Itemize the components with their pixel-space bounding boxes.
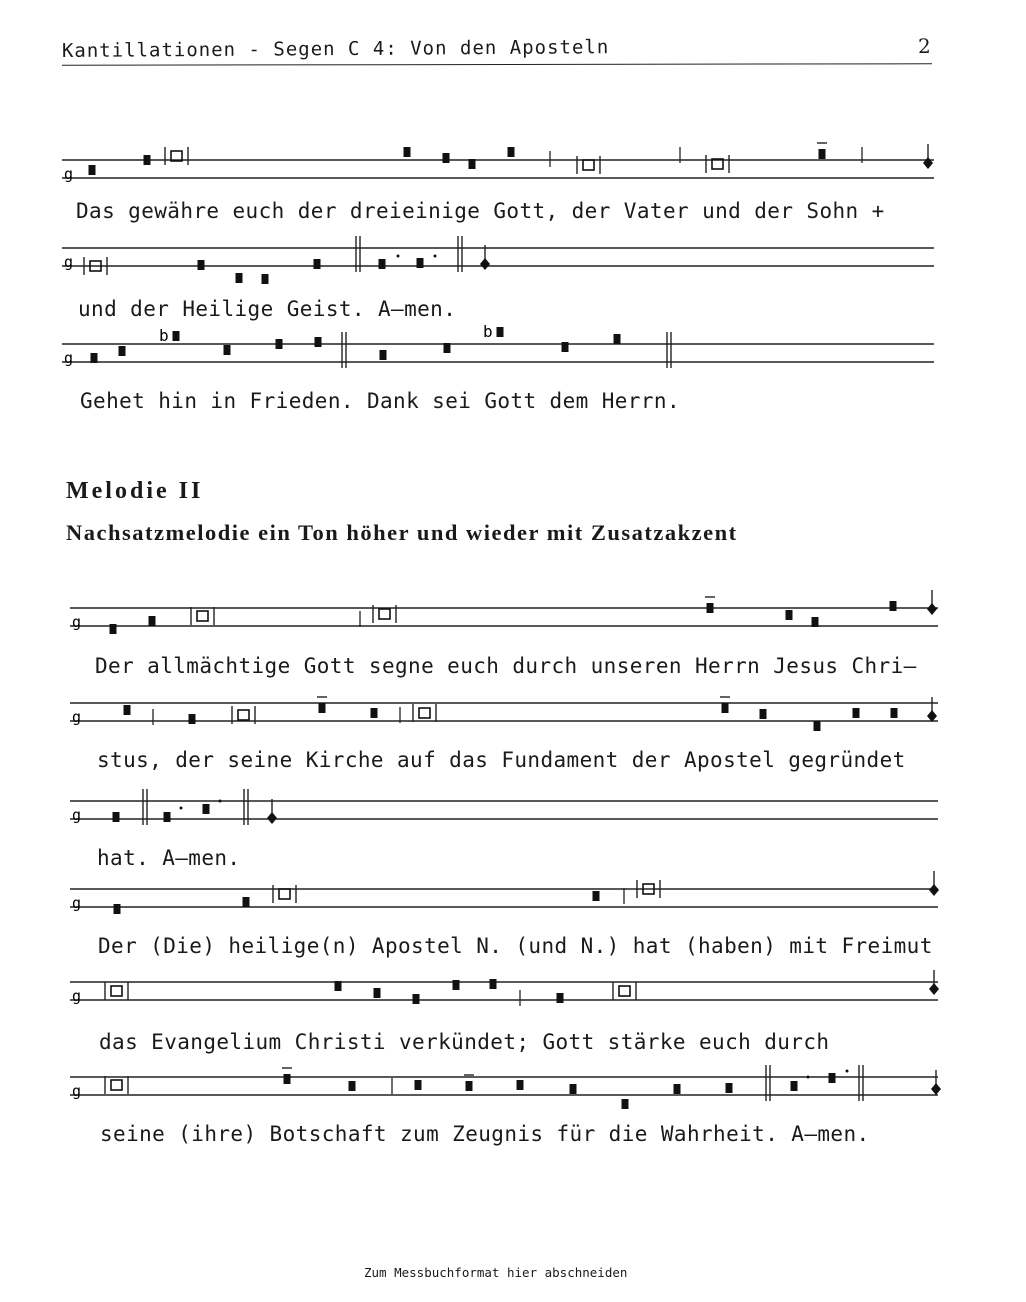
- cut-here-note: Zum Messbuchformat hier abschneiden: [364, 1265, 628, 1280]
- staff-line: [0, 584, 1026, 654]
- lyric-line: das Evangelium Christi verkündet; Gott stärke euch durch: [99, 1030, 830, 1054]
- note-square: [674, 1084, 681, 1094]
- mora-dot: [434, 255, 437, 258]
- page-number: 2: [918, 34, 931, 58]
- note-square: [443, 153, 450, 163]
- note-square: [814, 721, 821, 731]
- note-square: [89, 165, 96, 175]
- note-square: [614, 334, 621, 344]
- clef-g: g: [64, 165, 74, 183]
- note-square: [189, 714, 196, 724]
- clef-g: g: [72, 894, 82, 912]
- staff-line: [0, 236, 1026, 306]
- mora-dot: [807, 1076, 810, 1079]
- lyric-line: hat. A—men.: [97, 846, 241, 870]
- note-square: [374, 988, 381, 998]
- mora-dot: [180, 807, 183, 810]
- note-square: [404, 147, 411, 157]
- final-diamond-note: [480, 258, 490, 270]
- note-square: [707, 603, 714, 613]
- note-square: [593, 891, 600, 901]
- clef-g: g: [64, 253, 74, 271]
- note-square: [466, 1081, 473, 1091]
- note-square: [276, 339, 283, 349]
- note-square: [891, 708, 898, 718]
- note-square: [335, 981, 342, 991]
- note-square: [114, 904, 121, 914]
- note-square: [726, 1083, 733, 1093]
- mora-dot: [846, 1070, 849, 1073]
- recitation-tone-box: [583, 160, 594, 170]
- note-square: [380, 350, 387, 360]
- note-square: [319, 703, 326, 713]
- note-square: [497, 327, 504, 337]
- recitation-tone-box: [197, 611, 208, 621]
- staff-line: [0, 777, 1026, 847]
- note-square: [812, 617, 819, 627]
- recitation-tone-box: [419, 708, 430, 718]
- note-square: [853, 708, 860, 718]
- lyric-line: Das gewähre euch der dreieinige Gott, der Vater und der Sohn +: [76, 199, 885, 223]
- note-square: [557, 993, 564, 1003]
- note-square: [284, 1074, 291, 1084]
- note-square: [124, 705, 131, 715]
- note-square: [91, 353, 98, 363]
- recitation-tone-box: [238, 710, 249, 720]
- note-square: [113, 812, 120, 822]
- note-square: [517, 1080, 524, 1090]
- staff-line: [0, 1057, 1026, 1127]
- note-square: [829, 1073, 836, 1083]
- note-square: [164, 812, 171, 822]
- lyric-line: und der Heilige Geist. A—men.: [78, 297, 457, 321]
- clef-g: g: [72, 806, 82, 824]
- note-square: [379, 259, 386, 269]
- recitation-tone-box: [619, 986, 630, 996]
- flat-sign: b: [483, 322, 493, 341]
- header-rule: [62, 63, 932, 66]
- staff-line: [0, 681, 1026, 751]
- note-square: [236, 273, 243, 283]
- note-square: [110, 624, 117, 634]
- note-square: [570, 1084, 577, 1094]
- note-square: [415, 1080, 422, 1090]
- recitation-tone-box: [111, 1080, 122, 1090]
- note-square: [890, 601, 897, 611]
- lyric-line: Gehet hin in Frieden. Dank sei Gott dem Herrn.: [80, 389, 680, 413]
- note-square: [224, 345, 231, 355]
- note-square: [349, 1081, 356, 1091]
- staff-line: [0, 138, 1026, 208]
- note-square: [722, 703, 729, 713]
- note-square: [314, 259, 321, 269]
- lyric-line: stus, der seine Kirche auf das Fundament der Apostel gegründet: [97, 748, 906, 772]
- final-diamond-note: [927, 710, 937, 722]
- section-heading: Melodie II: [66, 478, 204, 504]
- staff-line: [0, 960, 1026, 1030]
- recitation-tone-box: [279, 889, 290, 899]
- final-diamond-note: [923, 157, 933, 169]
- clef-g: g: [72, 613, 82, 631]
- note-square: [315, 337, 322, 347]
- mora-dot: [397, 255, 400, 258]
- note-square: [469, 159, 476, 169]
- final-diamond-note: [927, 603, 937, 615]
- note-square: [786, 610, 793, 620]
- note-square: [203, 804, 210, 814]
- recitation-tone-box: [111, 986, 122, 996]
- note-square: [144, 155, 151, 165]
- note-square: [791, 1081, 798, 1091]
- note-square: [760, 709, 767, 719]
- note-square: [444, 343, 451, 353]
- page-header-title: Kantillationen - Segen C 4: Von den Aposteln: [61, 36, 610, 62]
- section-subheading: Nachsatzmelodie ein Ton höher und wieder mit Zusatzakzent: [66, 520, 738, 545]
- note-square: [819, 149, 826, 159]
- note-square: [622, 1099, 629, 1109]
- note-square: [198, 260, 205, 270]
- note-square: [262, 274, 269, 284]
- note-square: [508, 147, 515, 157]
- note-square: [413, 994, 420, 1004]
- clef-g: g: [72, 708, 82, 726]
- final-diamond-note: [929, 983, 939, 995]
- note-square: [119, 346, 126, 356]
- flat-sign: b: [159, 326, 169, 345]
- note-square: [371, 708, 378, 718]
- note-square: [490, 979, 497, 989]
- lyric-line: seine (ihre) Botschaft zum Zeugnis für die Wahrheit. A—men.: [100, 1122, 870, 1146]
- note-square: [243, 897, 250, 907]
- note-square: [149, 616, 156, 626]
- final-diamond-note: [931, 1083, 941, 1095]
- staff-line: [0, 322, 1026, 392]
- lyric-line: Der allmächtige Gott segne euch durch unseren Herrn Jesus Chri–: [95, 654, 917, 678]
- note-square: [417, 258, 424, 268]
- clef-g: g: [72, 1082, 82, 1100]
- note-square: [562, 342, 569, 352]
- clef-g: g: [64, 349, 74, 367]
- note-square: [453, 980, 460, 990]
- final-diamond-note: [267, 812, 277, 824]
- staff-line: [0, 862, 1026, 932]
- note-square: [173, 331, 180, 341]
- clef-g: g: [72, 987, 82, 1005]
- lyric-line: Der (Die) heilige(n) Apostel N. (und N.) hat (haben) mit Freimut: [98, 934, 933, 958]
- final-diamond-note: [929, 884, 939, 896]
- recitation-tone-box: [379, 609, 390, 619]
- mora-dot: [219, 800, 222, 803]
